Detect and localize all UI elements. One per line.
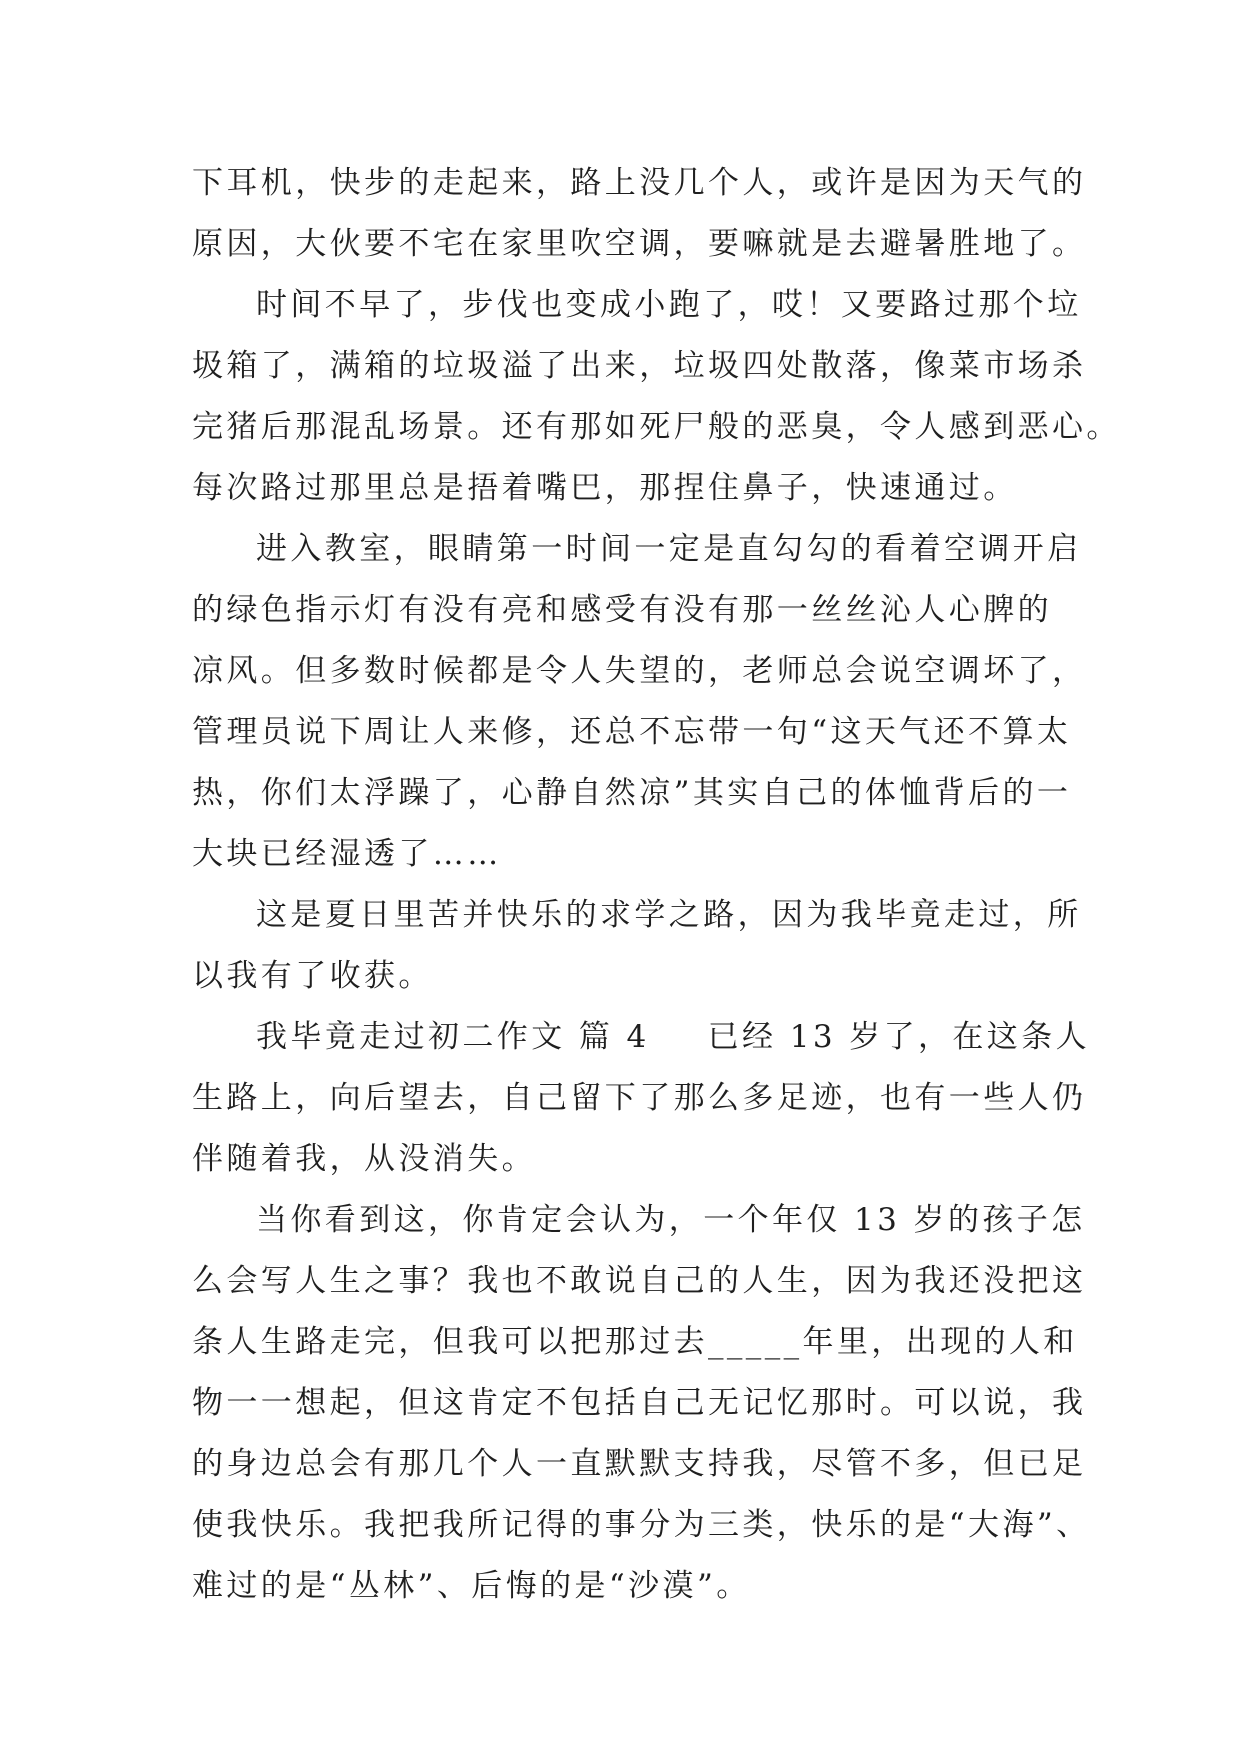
text-line: 下耳机，快步的走起来，路上没几个人，或许是因为天气的 [192, 165, 1087, 201]
text-line: 每次路过那里总是捂着嘴巴，那捏住鼻子，快速通过。 [192, 470, 1018, 506]
text-line: 管理员说下周让人来修，还总不忘带一句“这天气还不算太 [192, 714, 1072, 750]
section-first-text: 已经 13 岁了，在这条人 [707, 1019, 1090, 1055]
text-line: 伴随着我，从没消失。 [192, 1141, 536, 1177]
text-line: 圾箱了，满箱的垃圾溢了出来，垃圾四处散落，像菜市场杀 [192, 348, 1087, 384]
essay-body [192, 153, 1121, 1617]
text-line: 难过的是“丛林”、后悔的是“沙漠”。 [192, 1568, 751, 1604]
text-line: 条人生路走完，但我可以把那过去_____年里，出现的人和 [192, 1324, 1078, 1360]
text-line: 原因，大伙要不宅在家里吹空调，要嘛就是去避暑胜地了。 [192, 226, 1087, 262]
text-line: 大块已经湿透了…… [192, 836, 502, 872]
section-heading-line [192, 1007, 1090, 1068]
text-line: 完猪后那混乱场景。还有那如死尸般的恶臭，令人感到恶心。 [192, 409, 1121, 445]
text-line: 的绿色指示灯有没有亮和感受有没有那一丝丝沁人心脾的 [192, 592, 1052, 628]
section-heading: 我毕竟走过初二作文 篇 4 [256, 1019, 650, 1055]
text-line: 的身边总会有那几个人一直默默支持我，尽管不多，但已足 [192, 1446, 1087, 1482]
text-line: 么会写人生之事？我也不敢说自己的人生，因为我还没把这 [192, 1263, 1087, 1299]
paragraph-start-line: 进入教室，眼睛第一时间一定是直勾勾的看着空调开启 [256, 531, 1082, 567]
text-line: 凉风。但多数时候都是令人失望的，老师总会说空调坏了， [192, 653, 1087, 689]
paragraph-start-line: 这是夏日里苦并快乐的求学之路，因为我毕竟走过，所 [256, 897, 1082, 933]
text-line: 以我有了收获。 [192, 958, 433, 994]
paragraph-start-line: 当你看到这，你肯定会认为，一个年仅 13 岁的孩子怎 [256, 1202, 1086, 1238]
paragraph-start-line: 时间不早了，步伐也变成小跑了，哎！又要路过那个垃 [256, 287, 1082, 323]
text-line: 使我快乐。我把我所记得的事分为三类，快乐的是“大海”、 [192, 1507, 1091, 1543]
text-line: 物一一想起，但这肯定不包括自己无记忆那时。可以说，我 [192, 1385, 1087, 1421]
text-line: 生路上，向后望去，自己留下了那么多足迹，也有一些人仍 [192, 1080, 1087, 1116]
text-line: 热，你们太浮躁了，心静自然凉”其实自己的体恤背后的一 [192, 775, 1072, 811]
